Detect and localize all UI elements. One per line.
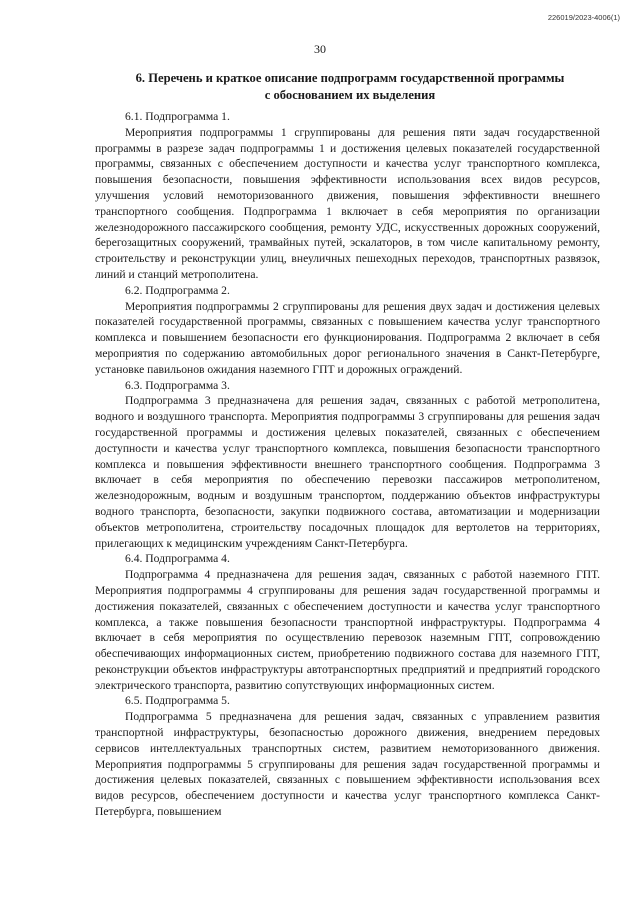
document-id: 226019/2023-4006(1) bbox=[547, 13, 620, 22]
subsection-heading-4: 6.4. Подпрограмма 4. bbox=[125, 552, 230, 566]
subsection-heading-2: 6.2. Подпрограмма 2. bbox=[125, 283, 230, 297]
paragraph-subprogram-1: Мероприятия подпрограммы 1 сгруппированы для решения пяти задач государственной программы в разрезе задач подпрограммы 1 и достижения целевых показателей государственной программы, связанных с обеспечением доступности и качества услуг транспортного комплекса, повышения безопасности, повышения эффективности использования всех видов ресурсов, улучшения условий немоторизованного движения, повышения эффективности внешнего транспортного сообщения. Подпрограмма 1 включает в себя мероприятия по организации железнодорожного пассажирского сообщения, ремонту УДС, искусственных дорожных сооружений, берегозащитных сооружений, трамвайных путей, эскалаторов, в том числе капитальному ремонту, строительству и реконструкции улиц, внеуличных пешеходных переходов, транспортных развязок, линий и станций метрополитена. bbox=[95, 125, 600, 281]
paragraph-subprogram-2: Мероприятия подпрограммы 2 сгруппированы для решения двух задач и достижения целевых показателей государственной программы, связанных с повышением качества услуг транспортного комплекса и повышением безопасности его функционирования. Подпрограмма 2 включает в себя мероприятия по содержанию автомобильных дорог регионального значения в Санкт-Петербурге, установке павильонов ожидания наземного ГПТ и дорожных ограждений. bbox=[95, 299, 600, 376]
section-title bbox=[95, 70, 605, 104]
paragraph-subprogram-5: Подпрограмма 5 предназначена для решения задач, связанных с управлением развития транспортной инфраструктуры, безопасностью дорожного движения, внедрением передовых сервисов интеллектуальных транспортных систем, развитием немоторизованного движения. Мероприятия подпрограммы 5 сгруппированы для решения задач государственной программы и достижения целевых показателей, связанных с повышением эффективности использования всех видов ресурсов, обеспечением доступности и качества услуг транспортного комплекса Санкт-Петербурга, повышением bbox=[95, 710, 600, 819]
section-title-line-1: 6. Перечень и краткое описание подпрограмм государственной программы bbox=[135, 71, 565, 85]
subsection-heading-1: 6.1. Подпрограмма 1. bbox=[125, 110, 230, 123]
page-number: 30 bbox=[314, 42, 326, 56]
subsection-heading-5: 6.5. Подпрограмма 5. bbox=[125, 694, 230, 708]
section-title-line-2: с обоснованием их выделения bbox=[264, 88, 436, 102]
body-text bbox=[95, 109, 600, 820]
paragraph-subprogram-3: Подпрограмма 3 предназначена для решения задач, связанных с работой метрополитена, водного и воздушного транспорта. Мероприятия подпрограммы 3 сгруппированы для решения задач государственной программы и достижения целевых показателей, связанных с обеспечением доступности и качества услуг транспортного комплекса, повышения безопасности транспортного комплекса и повышения эффективности внешнего транспортного сообщения. Подпрограмма 3 включает в себя мероприятия по обеспечению перевозки пассажиров метрополитеном, железнодорожным, водным и воздушным транспортом, поддержанию объектов инфраструктуры водного транспорта, безопасности, закупки подвижного состава, автоматизации и модернизации объектов метрополитена, строительству посадочных площадок для вертолетов на территориях, прилегающих к медицинским учреждениям Санкт-Петербурга. bbox=[95, 394, 600, 550]
subsection-heading-3: 6.3. Подпрограмма 3. bbox=[125, 378, 230, 392]
paragraph-subprogram-4: Подпрограмма 4 предназначена для решения задач, связанных с работой наземного ГПТ. Мероприятия подпрограммы 4 сгруппированы для решения задач государственной программы и достижения показателей, связанных с обеспечением доступности и качества услуг транспортного комплекса, а также повышения безопасности транспортной инфраструктуры. Подпрограмма 4 включает в себя мероприятия по осуществлению перевозок наземным ГПТ, сопровождению обеспечивающих информационных систем, приобретению подвижного состава для наземного ГПТ, реконструкции объектов инфраструктуры автотранспортных предприятий и предприятий городского электрического транспорта, развитию сопутствующих информационных систем. bbox=[95, 568, 600, 692]
